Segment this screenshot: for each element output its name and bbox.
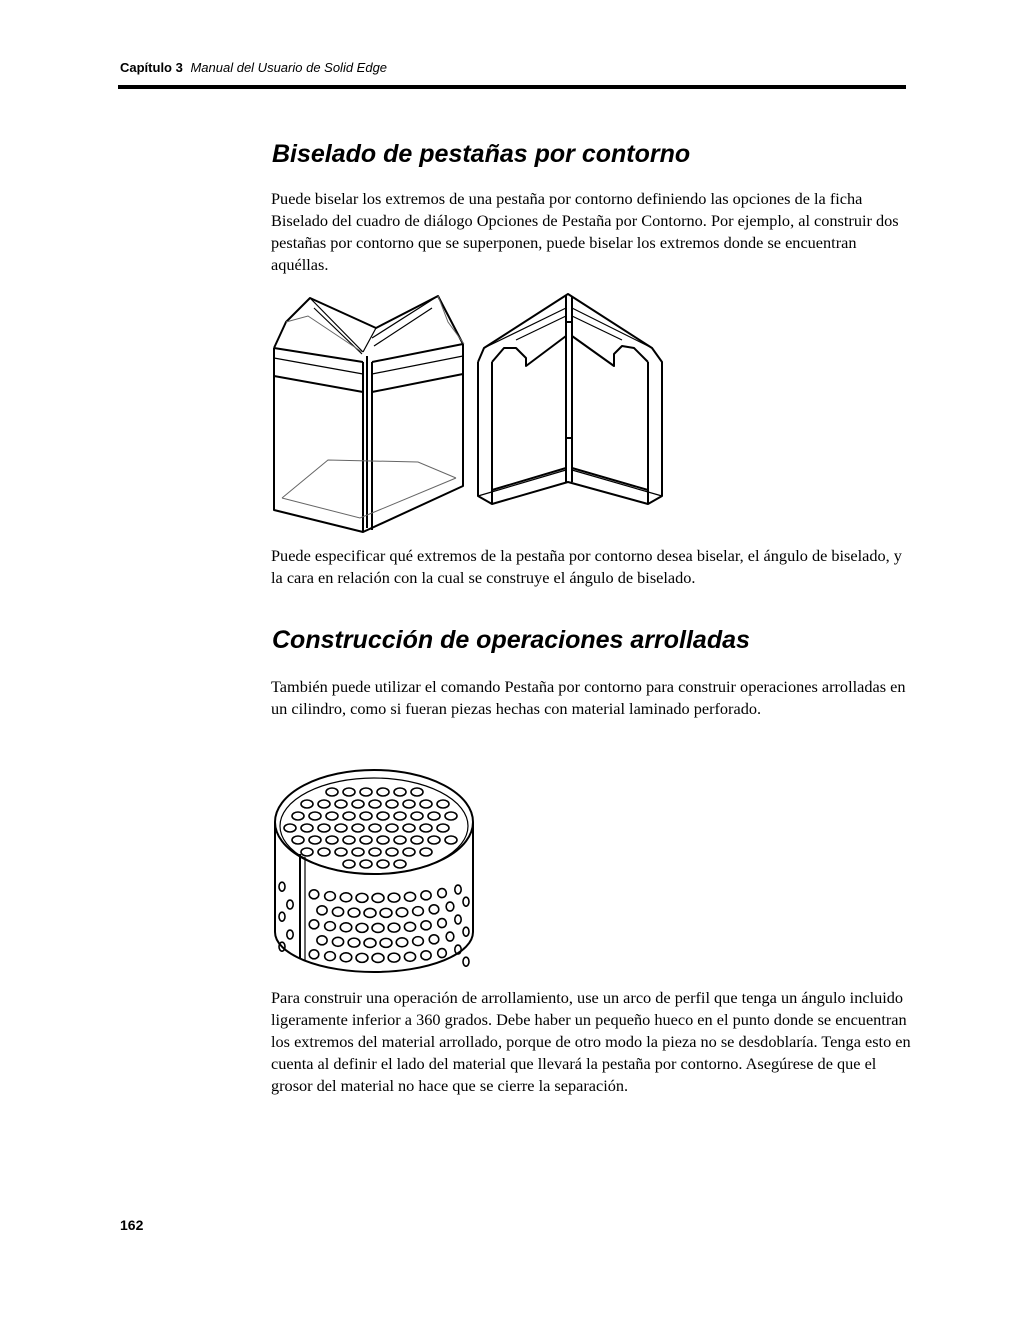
running-header (120, 60, 387, 75)
beveled-flanges-drawing (268, 292, 668, 534)
header-rule (118, 85, 906, 89)
figure-perforated-cylinder (270, 762, 478, 976)
right-flange-part (478, 294, 662, 504)
page-number: 162 (120, 1217, 144, 1233)
left-flange-part (274, 296, 464, 532)
section-heading-biselado: Biselado de pestañas por contorno (272, 140, 691, 168)
header-chapter: Capítulo 3 (120, 60, 183, 75)
paragraph-arrolladas-intro: También puede utilizar el comando Pestaña por contorno para construir operaciones arrolladas en un cilindro, como si fueran piezas hechas con material laminado perforado. (271, 677, 906, 718)
header-title: Manual del Usuario de Solid Edge (190, 60, 388, 75)
paragraph-biselado-options: Puede especificar qué extremos de la pestaña por contorno desea biselar, el ángulo de biselado, y la cara en relación con la cual se construye el ángulo de biselado. (271, 546, 902, 587)
paragraph-biselado-intro: Puede biselar los extremos de una pestaña por contorno definiendo las opciones de la ficha Biselado del cuadro de diálogo Opciones de Pestaña por Contorno. Por ejemplo, al construir dos pestañas por contorno que se superponen, puede biselar los extremos donde se encuentran aquéllas. (271, 189, 899, 274)
section-heading-arrolladas: Construcción de operaciones arrolladas (272, 626, 750, 654)
figure-beveled-flanges (268, 292, 668, 534)
perforated-cylinder-drawing (270, 762, 478, 976)
paragraph-arrolladas-details: Para construir una operación de arrollamiento, use un arco de perfil que tenga un ángulo incluido ligeramente inferior a 360 grados. Debe haber un pequeño hueco en el punto donde se encuentran los extremos del material arrollado, porque de otro modo la pieza no se desdoblaría. Tenga esto en cuenta al definir el lado del material que llevará la pestaña por contorno. Asegúrese de que el grosor del material no hace que se cierre la separación. (271, 988, 911, 1095)
perforation-holes (279, 788, 469, 966)
